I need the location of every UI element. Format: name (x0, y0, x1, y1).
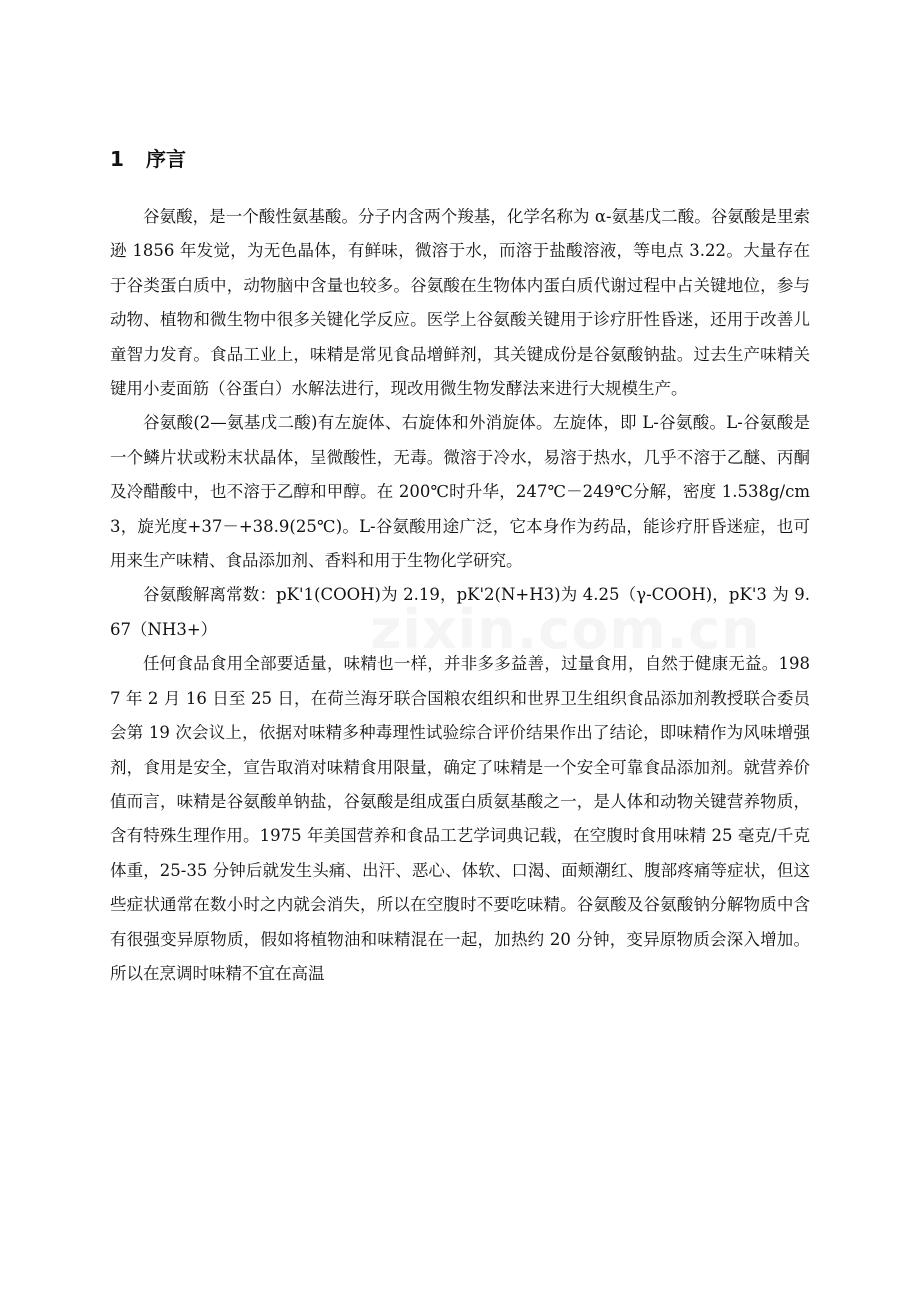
watermark: zixin.com.cn (370, 598, 761, 661)
paragraph-intro: 谷氨酸，是一个酸性氨基酸。分子内含两个羧基，化学名称为 α-氨基戊二酸。谷氨酸是里索逊 1856 年发觉，为无色晶体，有鲜味，微溶于水，而溶于盐酸溶液，等电点 3.22。大量存在于谷类蛋白质中，动物脑中含量也较多。谷氨酸在生物体内蛋白质代谢过程中占关键地位，参与动物、植物和微生物中很多关键化学反应。医学上谷氨酸关键用于诊疗肝性昏迷，还用于改善儿童智力发育。食品工业上，味精是常见食品增鲜剂，其关键成份是谷氨酸钠盐。过去生产味精关键用小麦面筋（谷蛋白）水解法进行，现改用微生物发酵法来进行大规模生产。 (110, 207, 810, 399)
paragraph-safety: 任何食品食用全部要适量，味精也一样，并非多多益善，过量食用，自然于健康无益。1987 年 2 月 16 日至 25 日，在荷兰海牙联合国粮农组织和世界卫生组织食品添加剂教授联合委员会第 19 次会议上，依据对味精多种毒理性试验综合评价结果作出了结论，即味精作为风味增强剂，食用是安全，宣告取消对味精食用限量，确定了味精是一个安全可靠食品添加剂。就营养价值而言，味精是谷氨酸单钠盐，谷氨酸是组成蛋白质氨基酸之一，是人体和动物关键营养物质，含有特殊生理作用。1975 年美国营养和食品工艺学词典记载，在空腹时食用味精 25 毫克/千克体重，25-35 分钟后就发生头痛、出汗、恶心、体软、口渴、面颊潮红、腹部疼痛等症状，但这些症状通常在数小时之内就会消失，所以在空腹时不要吃味精。谷氨酸及谷氨酸钠分解物质中含有很强变异原物质，假如将植物油和味精混在一起，加热约 20 分钟，变异原物质会深入增加。所以在烹调时味精不宜在高温 (110, 654, 810, 983)
section-number: 1 (110, 147, 124, 171)
paragraph-dissociation: 谷氨酸解离常数：pK'1(COOH)为 2.19，pK'2(N+H3)为 4.25（γ-COOH)，pK'3 为 9.67（NH3+） (110, 585, 810, 639)
section-title: 序言 (146, 147, 186, 171)
body-text (110, 200, 810, 991)
section-heading (110, 143, 186, 175)
paragraph-properties: 谷氨酸(2—氨基戊二酸)有左旋体、右旋体和外消旋体。左旋体，即 L-谷氨酸。L-谷氨酸是一个鳞片状或粉末状晶体，呈微酸性，无毒。微溶于冷水，易溶于热水，几乎不溶于乙醚、丙酮及冷醋酸中，也不溶于乙醇和甲醇。在 200℃时升华，247℃－249℃分解，密度 1.538g/cm3，旋光度+37－+38.9(25℃)。L-谷氨酸用途广泛，它本身作为药品，能诊疗肝昏迷症，也可用来生产味精、食品添加剂、香料和用于生物化学研究。 (110, 413, 810, 571)
